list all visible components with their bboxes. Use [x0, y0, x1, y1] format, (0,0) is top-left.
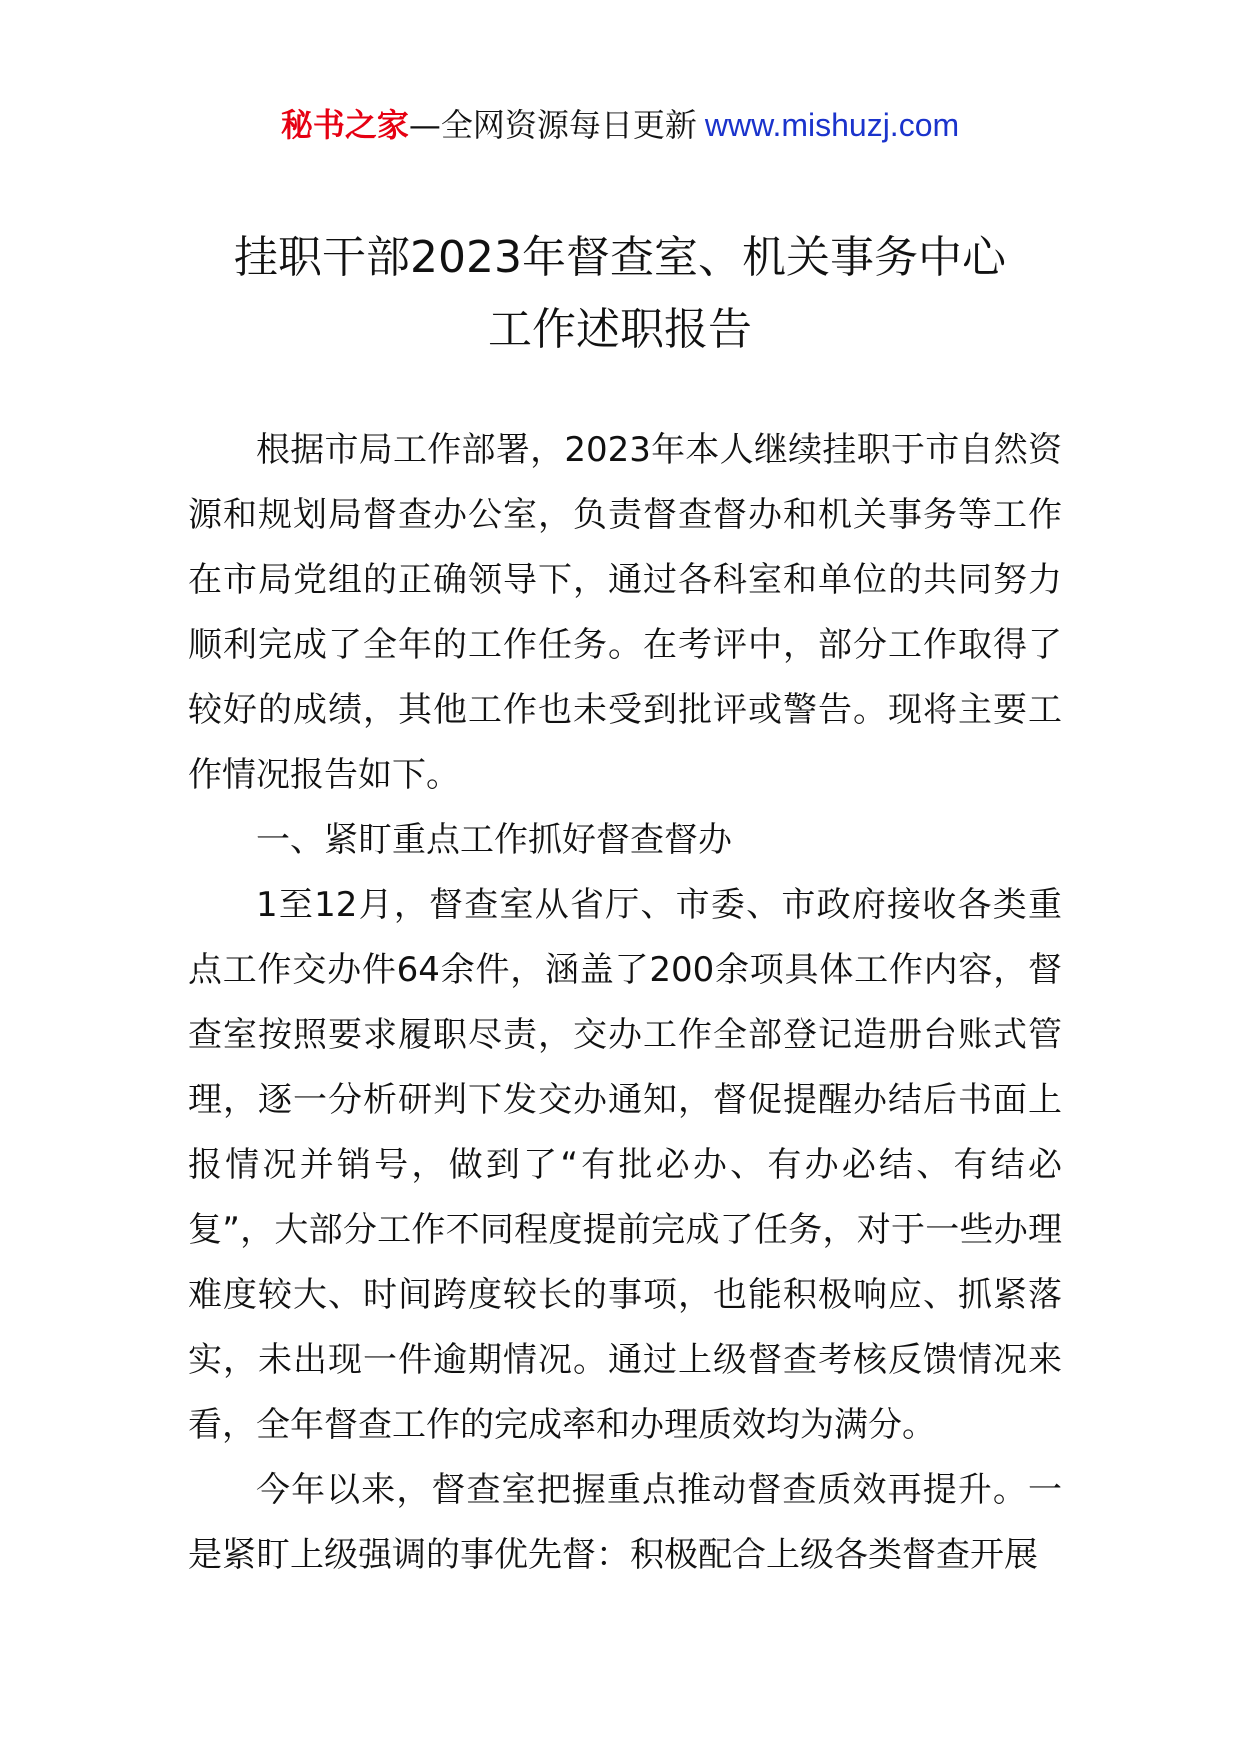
title-line-1: 挂职干部2023年督查室、机关事务中心 — [234, 232, 1006, 283]
section-heading-1: 一、紧盯重点工作抓好督查督办 — [256, 820, 732, 860]
paragraph-focus: 今年以来，督查室把握重点推动督查质效再提升。一是紧盯上级强调的事优先督：积极配合上级各类督查开展 — [188, 1470, 1062, 1575]
paragraph-supervision: 1至12月，督查室从省厅、市委、市政府接收各类重点工作交办件64余件，涵盖了200余项具体工作内容，督查室按照要求履职尽责，交办工作全部登记造册台账式管理，逐一分析研判下发交办通知，督促提醒办结后书面上报情况并销号，做到了“有批必办、有办必结、有结必复”，大部分工作不同程度提前完成了任务，对于一些办理难度较大、时间跨度较长的事项，也能积极响应、抓紧落实，未出现一件逾期情况。通过上级督查考核反馈情况来看，全年督查工作的完成率和办理质效均为满分。 — [188, 885, 1062, 1445]
title-line-2: 工作述职报告 — [488, 304, 752, 355]
header-tagline: —全网资源每日更新 — [408, 106, 697, 144]
document-title — [120, 222, 1120, 366]
paragraph-intro: 根据市局工作部署，2023年本人继续挂职于市自然资源和规划局督查办公室，负责督查督办和机关事务等工作在市局党组的正确领导下，通过各科室和单位的共同努力顺利完成了全年的工作任务。在考评中，部分工作取得了较好的成绩，其他工作也未受到批评或警告。现将主要工作情况报告如下。 — [188, 430, 1062, 795]
site-header — [0, 100, 1240, 150]
document-body — [188, 418, 1062, 1588]
brand-name: 秘书之家 — [280, 106, 409, 144]
site-url-link[interactable]: www.mishuzj.com — [704, 107, 960, 143]
